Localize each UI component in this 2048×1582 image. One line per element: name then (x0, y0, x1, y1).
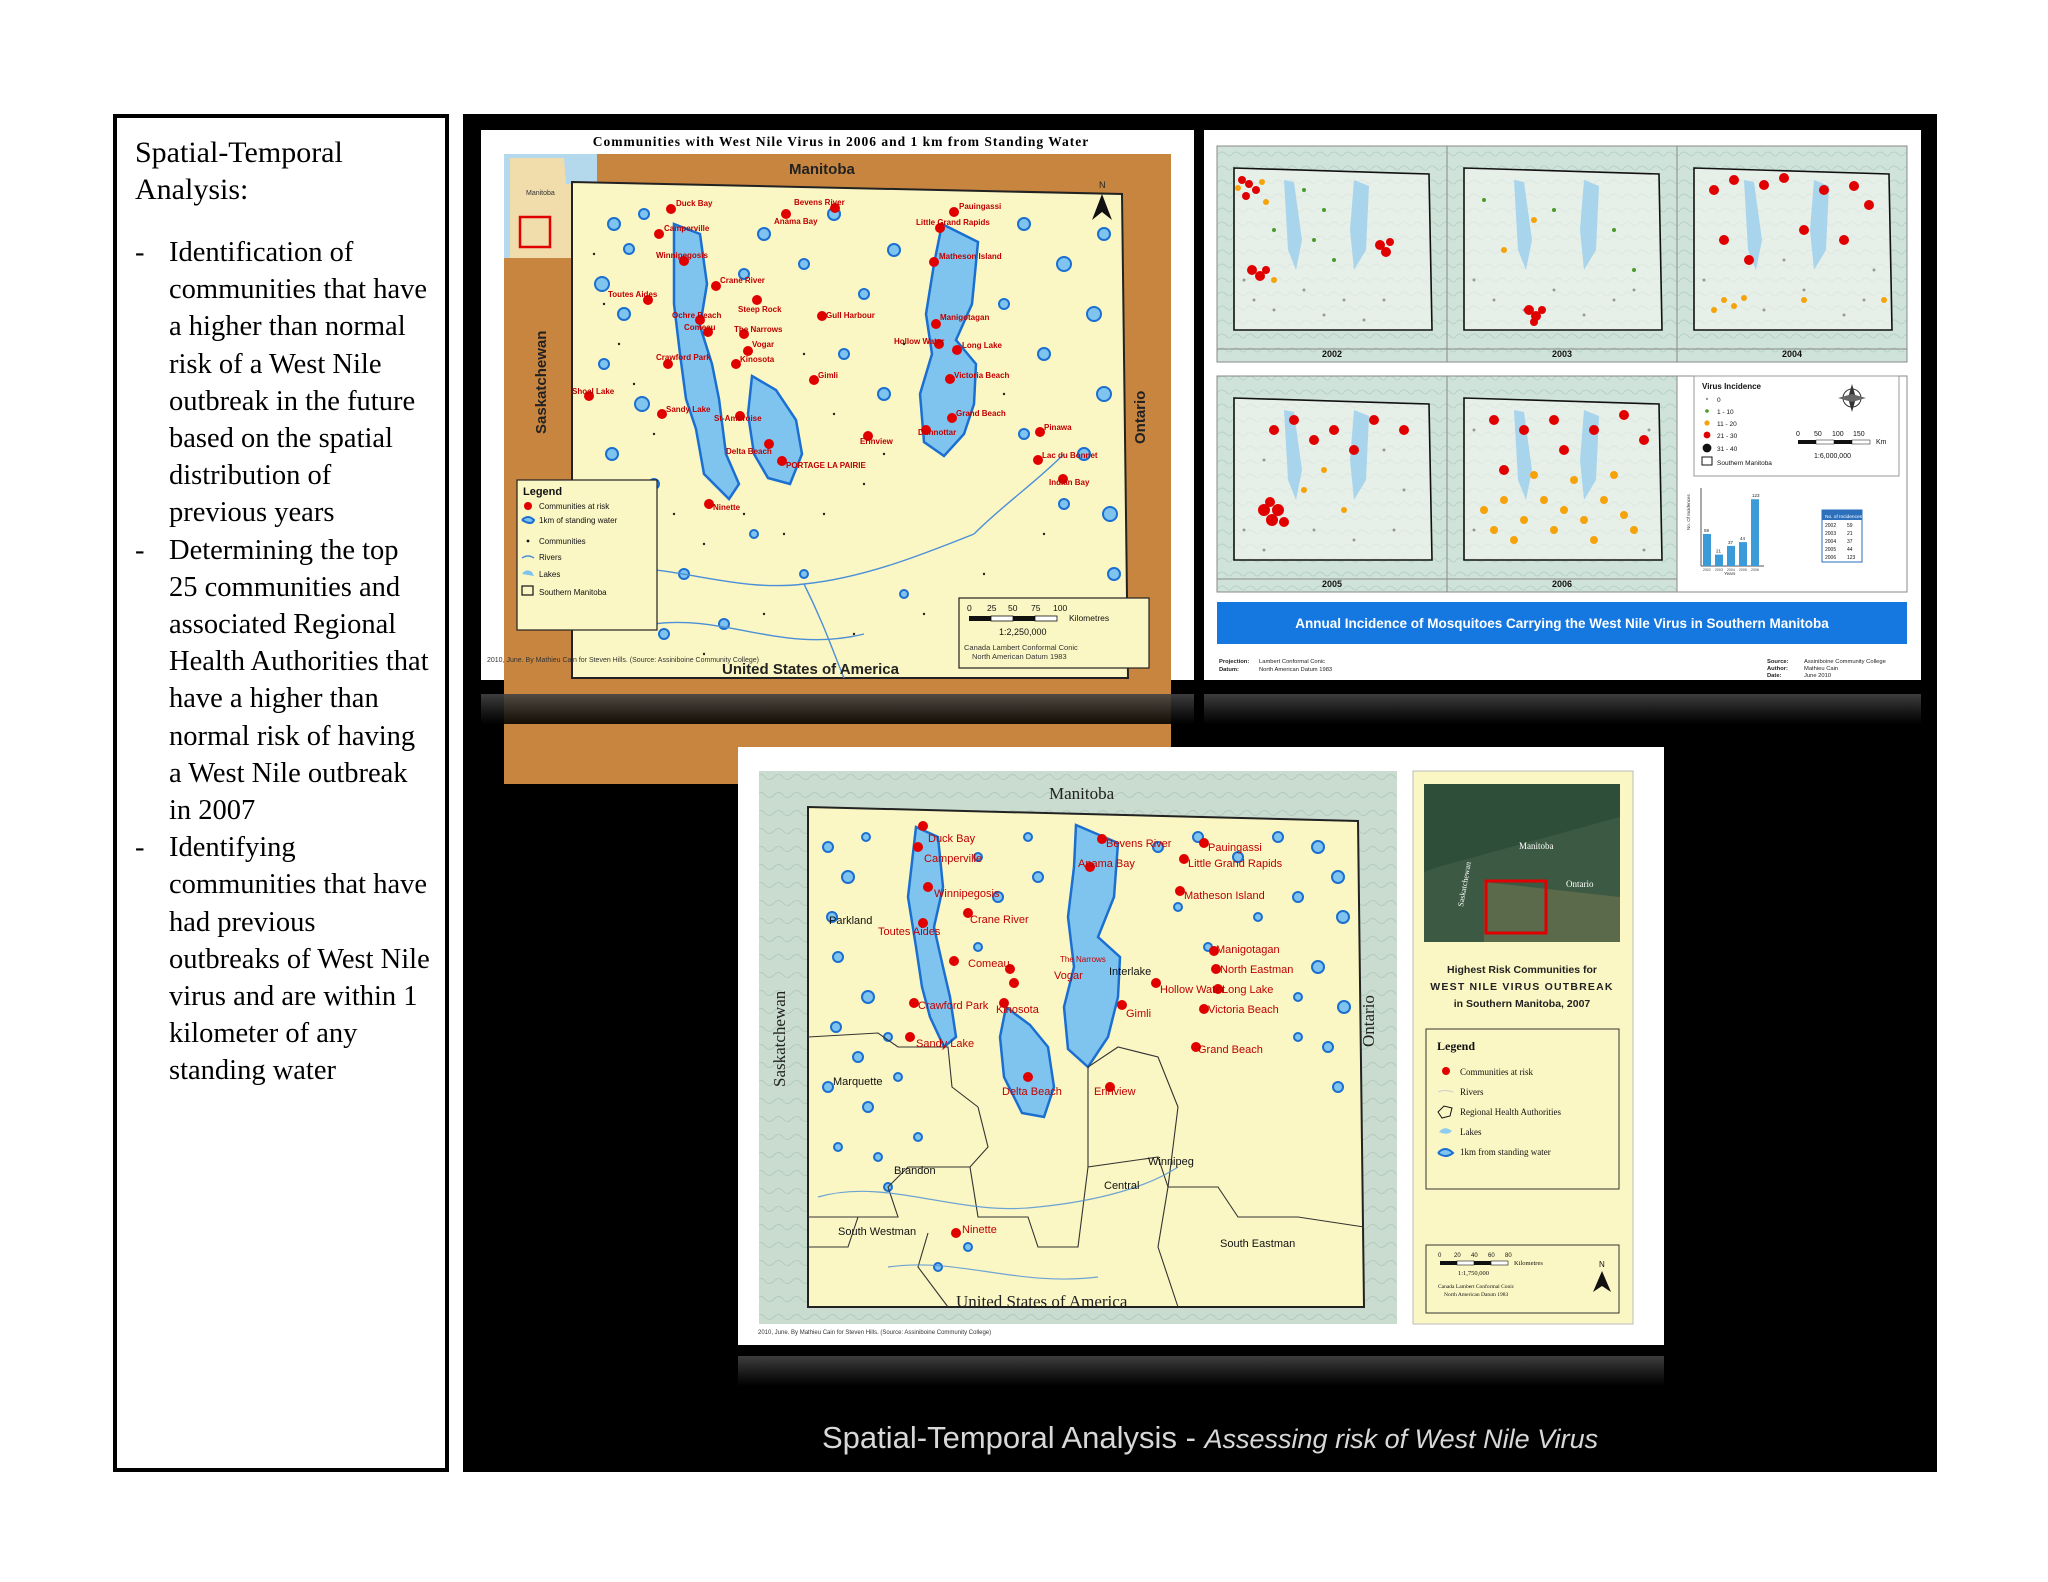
svg-text:Anama Bay: Anama Bay (774, 217, 818, 226)
table-year: 2006 (1825, 555, 1837, 561)
svg-text:Toutes Aides: Toutes Aides (608, 290, 658, 299)
svg-text:Vogar: Vogar (752, 340, 775, 349)
svg-text:Camperville: Camperville (924, 853, 983, 865)
svg-text:Parkland: Parkland (829, 915, 873, 927)
svg-text:Comeau: Comeau (684, 323, 716, 332)
svg-text:Gull Harbour: Gull Harbour (826, 311, 875, 320)
table-year: 2004 (1825, 539, 1837, 545)
svg-text:Shoal Lake: Shoal Lake (572, 387, 615, 396)
svg-text:Kilometres: Kilometres (1069, 613, 1110, 623)
svg-text:Kilometres: Kilometres (1514, 1260, 1543, 1267)
chart-data-label: 44 (1740, 536, 1746, 542)
map-2006-ontario-label: Ontario (1132, 390, 1149, 444)
svg-text:Km: Km (1876, 439, 1887, 446)
svg-text:1km from standing water: 1km from standing water (1460, 1147, 1551, 1157)
svg-text:Crane River: Crane River (970, 914, 1029, 926)
svg-text:Interlake: Interlake (1109, 966, 1152, 978)
svg-text:Crawford Park: Crawford Park (656, 353, 711, 362)
svg-text:Dunnottar: Dunnottar (918, 428, 957, 437)
risk-2007-title (1430, 964, 1613, 1010)
chart-tick-label: 2002 (1703, 568, 1711, 572)
svg-text:1km of standing water: 1km of standing water (539, 516, 618, 525)
table-value: 59 (1847, 523, 1853, 529)
svg-text:Gimli: Gimli (818, 371, 839, 380)
svg-text:North American Datum 1983: North American Datum 1983 (1444, 1292, 1509, 1298)
description-title: Spatial-Temporal Analysis: (135, 136, 343, 206)
svg-text:Kinosota: Kinosota (996, 1004, 1039, 1016)
svg-text:Winnipegosis: Winnipegosis (656, 251, 708, 260)
svg-text:Communities at risk: Communities at risk (1460, 1067, 1533, 1077)
incidence-maps (1204, 130, 1921, 680)
description-bullet: - Identifying communities that have had previous outbreaks of West Nile virus and are within 1 kilometer of any standing water (135, 832, 430, 1087)
svg-text:Sandy Lake: Sandy Lake (916, 1038, 975, 1050)
svg-text:Steep Rock: Steep Rock (738, 305, 782, 314)
svg-text:75: 75 (1031, 603, 1041, 613)
svg-text:Rivers: Rivers (1460, 1087, 1484, 1097)
svg-text:0: 0 (967, 603, 972, 613)
svg-text:Ninette: Ninette (962, 1224, 997, 1236)
slide-title: Spatial-Temporal Analysis - Assessing risk of West Nile Virus (822, 1420, 1599, 1455)
svg-text:Ochre Beach: Ochre Beach (672, 311, 722, 320)
svg-text:50: 50 (1814, 431, 1822, 438)
map-2006 (504, 154, 1171, 784)
description-bullet: - Determining the top 25 communities and associated Regional Health Authorities that have a higher than normal risk of having a West Nile outbreak in 2007 (135, 534, 429, 827)
svg-text:0: 0 (1717, 397, 1721, 404)
svg-text:0: 0 (1796, 431, 1800, 438)
svg-text:50: 50 (1008, 603, 1018, 613)
svg-text:Pauingassi: Pauingassi (959, 202, 1002, 211)
map-2006-reflection (481, 694, 1194, 724)
svg-text:Anama Bay: Anama Bay (1078, 858, 1135, 870)
svg-text:Legend: Legend (1437, 1039, 1476, 1053)
svg-text:Southern Manitoba: Southern Manitoba (539, 588, 607, 597)
svg-text:North American Datum 1983: North American Datum 1983 (972, 652, 1067, 661)
svg-text:Little Grand Rapids: Little Grand Rapids (916, 218, 990, 227)
risk-2007-ontario-label: Ontario (1359, 995, 1378, 1047)
svg-text:Crane River: Crane River (720, 276, 765, 285)
description-list (135, 234, 433, 1090)
svg-text:Communities at risk: Communities at risk (539, 502, 610, 511)
svg-text:South Eastman: South Eastman (1220, 1238, 1296, 1250)
svg-text:Canada Lambert Conformal Conic: Canada Lambert Conformal Conic (1438, 1284, 1515, 1290)
incidence-metadata (1219, 659, 1886, 679)
svg-text:The Narrows: The Narrows (1060, 955, 1106, 964)
svg-text:Pinawa: Pinawa (1044, 423, 1072, 432)
svg-text:2003: 2003 (1551, 349, 1573, 359)
svg-text:Comeau: Comeau (968, 958, 1010, 970)
svg-text:Date:: Date: (1767, 673, 1782, 679)
table-value: 123 (1847, 555, 1856, 561)
svg-text:Datum:: Datum: (1219, 667, 1239, 673)
svg-text:100: 100 (1053, 603, 1068, 613)
svg-text:1 - 10: 1 - 10 (1717, 409, 1734, 416)
svg-text:Sandy Lake: Sandy Lake (666, 405, 711, 414)
svg-text:Erinview: Erinview (860, 437, 893, 446)
svg-text:150: 150 (1853, 431, 1865, 438)
svg-text:North Eastman: North Eastman (1220, 964, 1294, 976)
table-value: 44 (1847, 547, 1853, 553)
svg-text:Lac du Bonnet: Lac du Bonnet (1042, 451, 1098, 460)
svg-text:Grand Beach: Grand Beach (1198, 1044, 1263, 1056)
map-2006-manitoba-label: Manitoba (789, 161, 855, 178)
chart-bar (1751, 499, 1759, 566)
svg-text:N: N (1599, 1260, 1605, 1269)
chart-bar (1739, 542, 1747, 566)
svg-text:Delta Beach: Delta Beach (726, 447, 772, 456)
chart-bar (1715, 555, 1723, 566)
svg-text:Rivers: Rivers (539, 553, 562, 562)
chart-tick-label: 2005 (1739, 568, 1747, 572)
svg-text:Winnipegosis: Winnipegosis (934, 888, 1000, 900)
svg-text:100: 100 (1832, 431, 1844, 438)
svg-text:Vogar: Vogar (1054, 970, 1083, 982)
svg-text:Grand Beach: Grand Beach (956, 409, 1006, 418)
svg-text:South Westman: South Westman (838, 1226, 917, 1238)
svg-text:Bevens River: Bevens River (794, 198, 845, 207)
svg-text:2006: 2006 (1551, 579, 1573, 589)
incidence-map-reflection (1204, 694, 1921, 724)
svg-text:Kinosota: Kinosota (740, 355, 775, 364)
svg-text:June 2010: June 2010 (1804, 673, 1832, 679)
svg-text:25: 25 (987, 603, 997, 613)
map-2006-credit: 2010, June. By Mathieu Cain for Steven Hills. (Source: Assiniboine Community College) (487, 657, 759, 664)
svg-text:Source:: Source: (1767, 659, 1789, 665)
svg-text:Manigotagan: Manigotagan (1216, 944, 1280, 956)
svg-text:1:6,000,000: 1:6,000,000 (1814, 453, 1851, 460)
svg-text:Virus Incidence: Virus Incidence (1702, 382, 1761, 391)
table-value: 21 (1847, 531, 1853, 537)
svg-text:Manigotagan: Manigotagan (940, 313, 990, 322)
svg-text:0: 0 (1438, 1253, 1442, 1259)
svg-text:Long Lake: Long Lake (1222, 984, 1274, 996)
table-value: 37 (1847, 539, 1853, 545)
risk-2007-credit: 2010, June. By Mathieu Cain for Steven Hills. (Source: Assiniboine Community College) (758, 1330, 992, 1336)
svg-text:Duck Bay: Duck Bay (676, 199, 713, 208)
svg-text:1:2,250,000: 1:2,250,000 (999, 627, 1047, 637)
svg-text:20: 20 (1454, 1253, 1461, 1259)
svg-text:60: 60 (1488, 1253, 1495, 1259)
risk-2007-saskatchewan-label: Saskatchewan (770, 990, 789, 1087)
description-bullet: - Identification of communities that have a higher than normal risk of a West Nile outbreak in the future based on the spatial distribution of previous years (135, 237, 428, 529)
svg-text:Long Lake: Long Lake (962, 341, 1003, 350)
svg-text:40: 40 (1471, 1253, 1478, 1259)
risk-2007-manitoba-label: Manitoba (1049, 784, 1115, 803)
svg-text:Projection:: Projection: (1219, 659, 1250, 665)
svg-text:Author:: Author: (1767, 666, 1788, 672)
map-2006-card (481, 130, 1194, 680)
svg-text:Victoria Beach: Victoria Beach (954, 371, 1010, 380)
table-year: 2003 (1825, 531, 1837, 537)
chart-tick-label: 2004 (1727, 568, 1735, 572)
chart-data-label: 37 (1728, 539, 1734, 545)
svg-text:Little Grand Rapids: Little Grand Rapids (1188, 858, 1283, 870)
chart-ylabel: No. Of Incidences (1686, 494, 1691, 530)
map-2006-title: Communities with West Nile Virus in 2006 and 1 km from Standing Water (592, 134, 1090, 149)
incidence-map-card (1204, 130, 1921, 680)
svg-text:1:1,750,000: 1:1,750,000 (1458, 1270, 1490, 1277)
svg-text:Lakes: Lakes (539, 570, 561, 579)
svg-text:Matheson Island: Matheson Island (1184, 890, 1265, 902)
svg-text:Legend: Legend (523, 486, 563, 498)
chart-data-label: 59 (1704, 527, 1710, 533)
svg-text:Communities: Communities (539, 537, 586, 546)
svg-text:2004: 2004 (1781, 349, 1803, 359)
svg-text:Ontario: Ontario (1566, 879, 1594, 889)
svg-text:Lakes: Lakes (1460, 1127, 1482, 1137)
svg-text:Manitoba: Manitoba (1519, 841, 1554, 851)
svg-text:Hollow Water: Hollow Water (1160, 984, 1225, 996)
svg-text:St-Ambroise: St-Ambroise (714, 414, 762, 423)
svg-text:Victoria Beach: Victoria Beach (1208, 1004, 1279, 1016)
incidence-banner-title: Annual Incidence of Mosquitoes Carrying the West Nile Virus in Southern Manitoba (1295, 616, 1829, 631)
svg-text:WEST NILE VIRUS OUTBREAK: WEST NILE VIRUS OUTBREAK (1430, 981, 1614, 993)
svg-text:Assiniboine Community College: Assiniboine Community College (1804, 659, 1886, 665)
svg-text:Mathieu Cain: Mathieu Cain (1804, 666, 1839, 672)
svg-text:80: 80 (1505, 1253, 1512, 1259)
svg-text:Hollow Water: Hollow Water (894, 337, 945, 346)
svg-text:Highest Risk Communities for: Highest Risk Communities for (1447, 964, 1597, 976)
svg-text:Indian Bay: Indian Bay (1049, 478, 1090, 487)
svg-text:2002: 2002 (1321, 349, 1343, 359)
svg-text:Canada Lambert Conformal Conic: Canada Lambert Conformal Conic (964, 643, 1078, 652)
svg-text:Toutes Aides: Toutes Aides (878, 926, 941, 938)
svg-text:Winnipeg: Winnipeg (1148, 1156, 1194, 1168)
description-box (113, 114, 449, 1472)
chart-tick-label: 2003 (1715, 568, 1723, 572)
svg-text:Matheson Island: Matheson Island (939, 252, 1002, 261)
svg-text:Saskatchewan: Saskatchewan (1456, 861, 1473, 908)
svg-text:Brandon: Brandon (894, 1165, 936, 1177)
table-year: 2005 (1825, 547, 1837, 553)
svg-text:Southern Manitoba: Southern Manitoba (1717, 460, 1772, 467)
table-year: 2002 (1825, 523, 1837, 529)
svg-text:Delta Beach: Delta Beach (1002, 1086, 1062, 1098)
svg-text:N: N (1099, 180, 1106, 190)
svg-text:Regional Health Authorities: Regional Health Authorities (1460, 1107, 1561, 1117)
risk-2007-usa-label: United States of America (956, 1292, 1128, 1311)
chart-bar (1727, 546, 1735, 566)
svg-text:PORTAGE LA PAIRIE: PORTAGE LA PAIRIE (786, 461, 866, 470)
chart-data-label: 123 (1752, 493, 1760, 499)
svg-text:Crawford Park: Crawford Park (918, 1000, 989, 1012)
svg-text:Camperville: Camperville (664, 224, 710, 233)
map-2006-usa-label: United States of America (722, 661, 899, 678)
svg-text:Lambert Conformal Conic: Lambert Conformal Conic (1259, 659, 1326, 665)
svg-text:The Narrows: The Narrows (734, 325, 783, 334)
svg-text:Ninette: Ninette (713, 503, 741, 512)
risk-2007-map (738, 747, 1664, 1345)
risk-2007-card (738, 747, 1664, 1345)
chart-data-label: 21 (1716, 548, 1722, 554)
svg-text:31 - 40: 31 - 40 (1717, 446, 1738, 453)
map-2006-saskatchewan-label: Saskatchewan (533, 330, 550, 434)
svg-text:Marquette: Marquette (833, 1076, 883, 1088)
inset-manitoba-label: Manitoba (526, 190, 555, 197)
svg-text:11 - 20: 11 - 20 (1717, 421, 1737, 428)
chart-tick-label: 2006 (1751, 568, 1759, 572)
svg-text:2005: 2005 (1321, 579, 1343, 589)
svg-text:Erinview: Erinview (1094, 1086, 1136, 1098)
svg-text:Duck Bay: Duck Bay (928, 833, 976, 845)
svg-text:Pauingassi: Pauingassi (1208, 842, 1262, 854)
svg-text:Bevens River: Bevens River (1106, 838, 1172, 850)
chart-bar (1703, 534, 1711, 566)
svg-text:in Southern Manitoba, 2007: in Southern Manitoba, 2007 (1453, 998, 1591, 1010)
svg-text:Gimli: Gimli (1126, 1008, 1152, 1020)
svg-text:North American Datum 1983: North American Datum 1983 (1259, 667, 1333, 673)
risk-2007-reflection (738, 1356, 1664, 1386)
chart-xlabel: Years (1724, 571, 1736, 576)
table-header: No. of Incidences (1825, 515, 1863, 520)
svg-text:21 - 30: 21 - 30 (1717, 433, 1738, 440)
svg-text:Central: Central (1104, 1180, 1140, 1192)
